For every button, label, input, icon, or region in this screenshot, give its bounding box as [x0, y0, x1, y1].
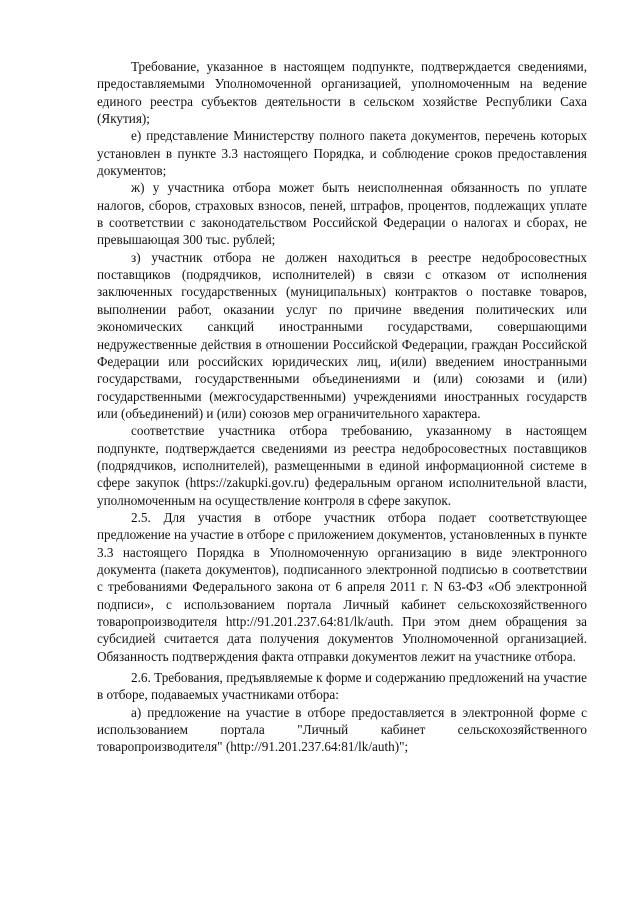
paragraph-requirement-confirmation: Требование, указанное в настоящем подпункте, подтверждается сведениями, предоставляемыми Уполномоченной организацией, уполномоченным на ведение единого реестра субъектов деятельности в сельском хозяйстве Республики Саха (Якутия);: [97, 59, 587, 127]
paragraph-section-2-5: 2.5. Для участия в отборе участник отбора подает соответствующее предложение на участие в отборе с приложением документов, установленных в пункте 3.3 настоящего Порядка в Уполномоченную организацию в виде электронного документа (пакета документов), подписанного электронной подписью в соответствии с требованиями Федерального закона от 6 апреля 2011 г. N 63-ФЗ «Об электронной подписи», с использованием портала Личный кабинет сельскохозяйственного товаропроизводителя http://91.201.237.64:81/lk/auth. При этом днем обращения за субсидией считается дата получения документов Уполномоченной организацией. Обязанность подтверждения факта отправки документов лежит на участнике отбора.: [97, 509, 587, 664]
paragraph-compliance-confirmation: соответствие участника отбора требованию, указанному в настоящем подпункте, подтверждается сведениями из реестра недобросовестных поставщиков (подрядчиков, исполнителей), размещенными в единой информационной системе в сфере закупок (https://zakupki.gov.ru) федеральным органом исполнительной власти, уполномоченным на осуществление контроля в сфере закупок.: [97, 423, 587, 508]
paragraph-item-a: а) предложение на участие в отборе предоставляется в электронной форме с использованием портала "Личный кабинет сельскохозяйственного товаропроизводителя" (http://91.201.237.64:81/lk/auth)";: [97, 704, 587, 755]
paragraph-section-2-6: 2.6. Требования, предъявляемые к форме и содержанию предложений на участие в отборе, подаваемых участниками отбора:: [97, 670, 587, 703]
paragraph-item-z: з) участник отбора не должен находиться в реестре недобросовестных поставщиков (подрядчиков, исполнителей) в связи с отказом от исполнения заключенных государственных (муниципальных) контрактов о поставке товаров, выполнении работ, оказании услуг по причине введения политических или экономических санкций иностранными государствами, совершающими недружественные действия в отношении Российской Федерации, граждан Российской Федерации или российских юридических лиц, и(или) введением иностранными государствами, государственными объединениями и (или) союзами и (или) государственными (межгосударственными) учреждениями иностранных государств или (объединений) и (или) союзов мер ограничительного характера.: [97, 249, 587, 421]
paragraph-item-zh: ж) у участника отбора может быть неисполненная обязанность по уплате налогов, сборов, страховых взносов, пеней, штрафов, процентов, подлежащих уплате в соответствии с законодательством Российской Федерации о налогах и сборах, не превышающая 300 тыс. рублей;: [97, 180, 587, 248]
paragraph-item-e: е) представление Министерству полного пакета документов, перечень которых установлен в пункте 3.3 настоящего Порядка, и соблюдение сроков предоставления документов;: [97, 128, 587, 179]
document-body: [97, 58, 587, 756]
